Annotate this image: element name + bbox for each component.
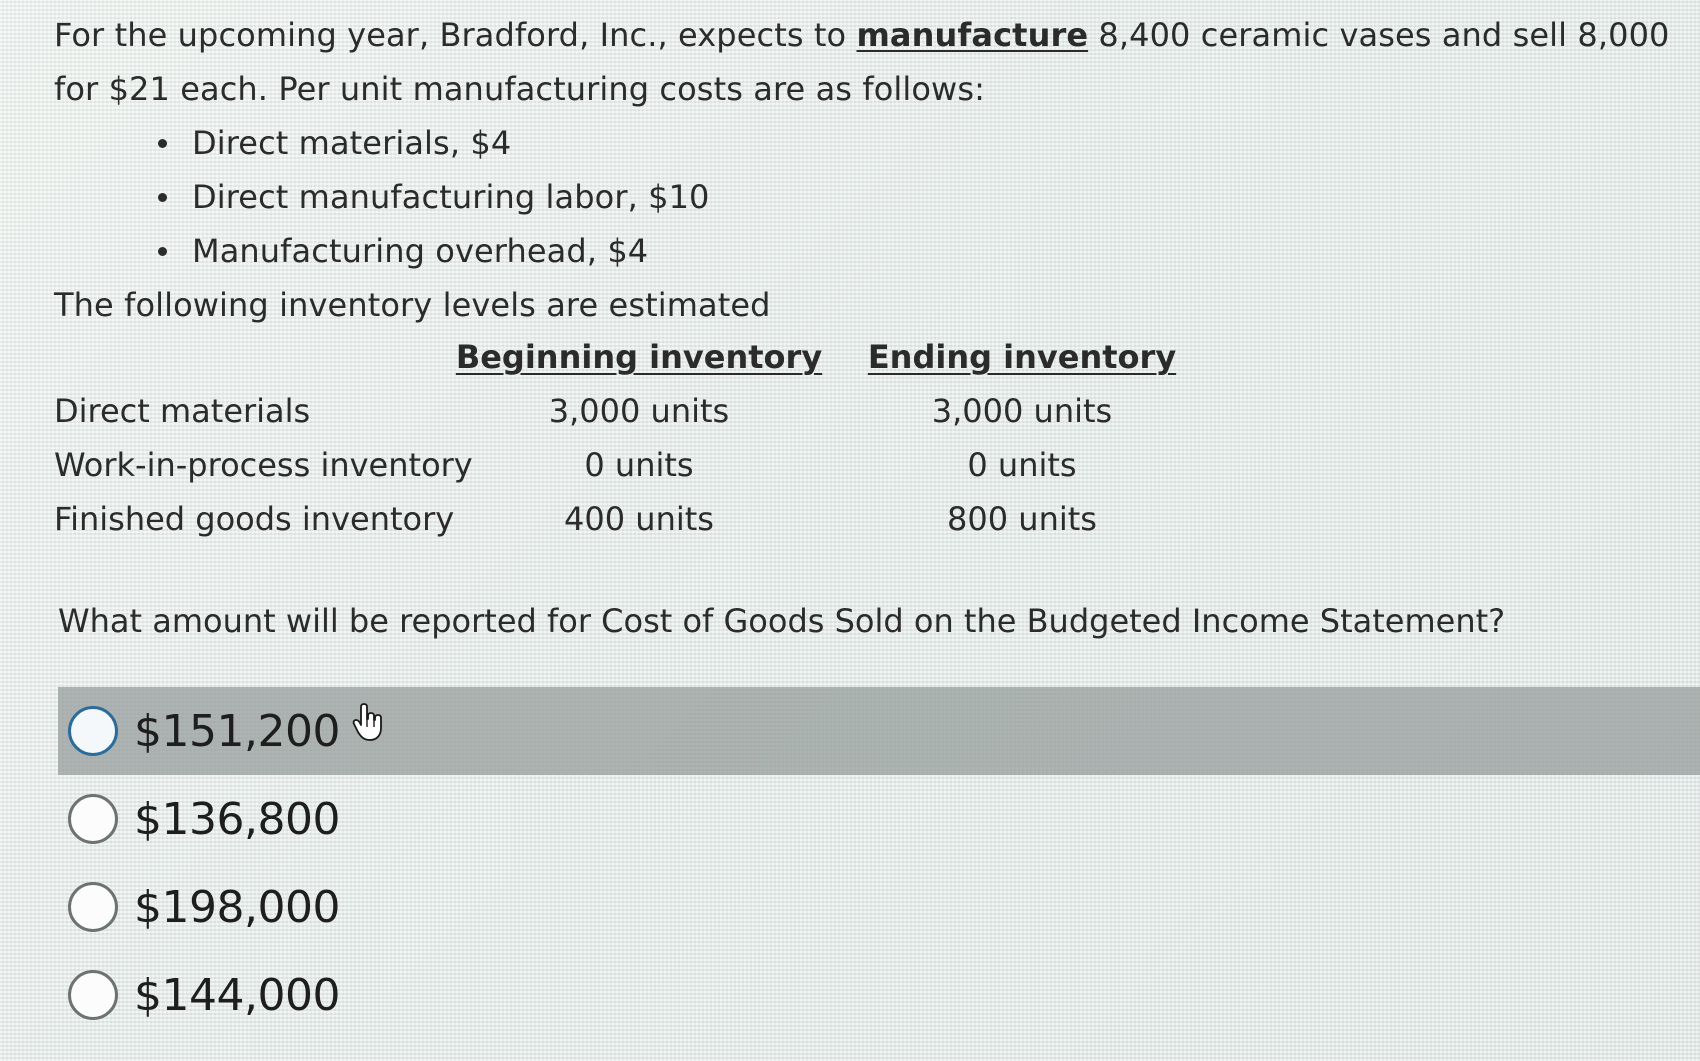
inventory-beginning-value: 3,000 units [548, 392, 730, 430]
inventory-row-label: Work-in-process inventory [54, 446, 473, 484]
inventory-ending-value: 0 units [967, 446, 1077, 484]
cost-bullet-label: Direct manufacturing labor, $10 [192, 178, 710, 216]
inventory-row [54, 384, 1354, 438]
answer-option-4[interactable] [58, 951, 1700, 1039]
cost-bullet-item [154, 224, 1674, 278]
radio-circle-icon[interactable] [68, 794, 118, 844]
bullet-dot-icon [158, 247, 167, 256]
hand-pointer-icon [352, 702, 386, 742]
radio-circle-icon[interactable] [68, 882, 118, 932]
inventory-table [54, 330, 1354, 546]
inventory-ending-value: 800 units [947, 500, 1097, 538]
inventory-row-label: Direct materials [54, 392, 311, 430]
question-text [54, 8, 1674, 332]
answer-option-1[interactable] [58, 687, 1700, 775]
question-intro [54, 8, 1674, 116]
inventory-beginning-value: 400 units [564, 500, 714, 538]
cost-bullet-label: Direct materials, $4 [192, 124, 512, 162]
cost-bullet-item [154, 116, 1674, 170]
question-prompt: What amount will be reported for Cost of Goods Sold on the Budgeted Income Statement? [58, 602, 1506, 640]
answer-option-label[interactable]: $144,000 [134, 969, 340, 1021]
radio-circle-icon[interactable] [68, 706, 118, 756]
bullet-dot-icon [158, 193, 167, 202]
intro-before: For the upcoming year, Bradford, Inc., expects to [54, 16, 857, 54]
inventory-row-label: Finished goods inventory [54, 500, 455, 538]
answer-option-label[interactable]: $136,800 [134, 793, 340, 845]
header-beginning-inventory: Beginning inventory [455, 338, 823, 376]
header-ending-inventory: Ending inventory [867, 338, 1177, 376]
inventory-row [54, 438, 1354, 492]
inventory-header-row [54, 330, 1354, 384]
answer-option-3[interactable] [58, 863, 1700, 951]
radio-circle-icon[interactable] [68, 970, 118, 1020]
inventory-row [54, 492, 1354, 546]
answer-option-2[interactable] [58, 775, 1700, 863]
cost-bullet-label: Manufacturing overhead, $4 [192, 232, 649, 270]
intro-keyword: manufacture [856, 16, 1089, 54]
answer-option-label[interactable]: $151,200 [134, 705, 340, 757]
bullet-dot-icon [158, 139, 167, 148]
inventory-beginning-value: 0 units [584, 446, 694, 484]
answer-options [58, 687, 1700, 1039]
answer-option-label[interactable]: $198,000 [134, 881, 340, 933]
cost-bullet-list [54, 116, 1674, 278]
cost-bullet-item [154, 170, 1674, 224]
inventory-ending-value: 3,000 units [931, 392, 1113, 430]
inventory-intro: The following inventory levels are estimated [54, 286, 771, 324]
intro-after: 8,400 ceramic vases and sell 8,000 for $21 each. Per unit manufacturing costs are as follows: [54, 16, 1670, 108]
